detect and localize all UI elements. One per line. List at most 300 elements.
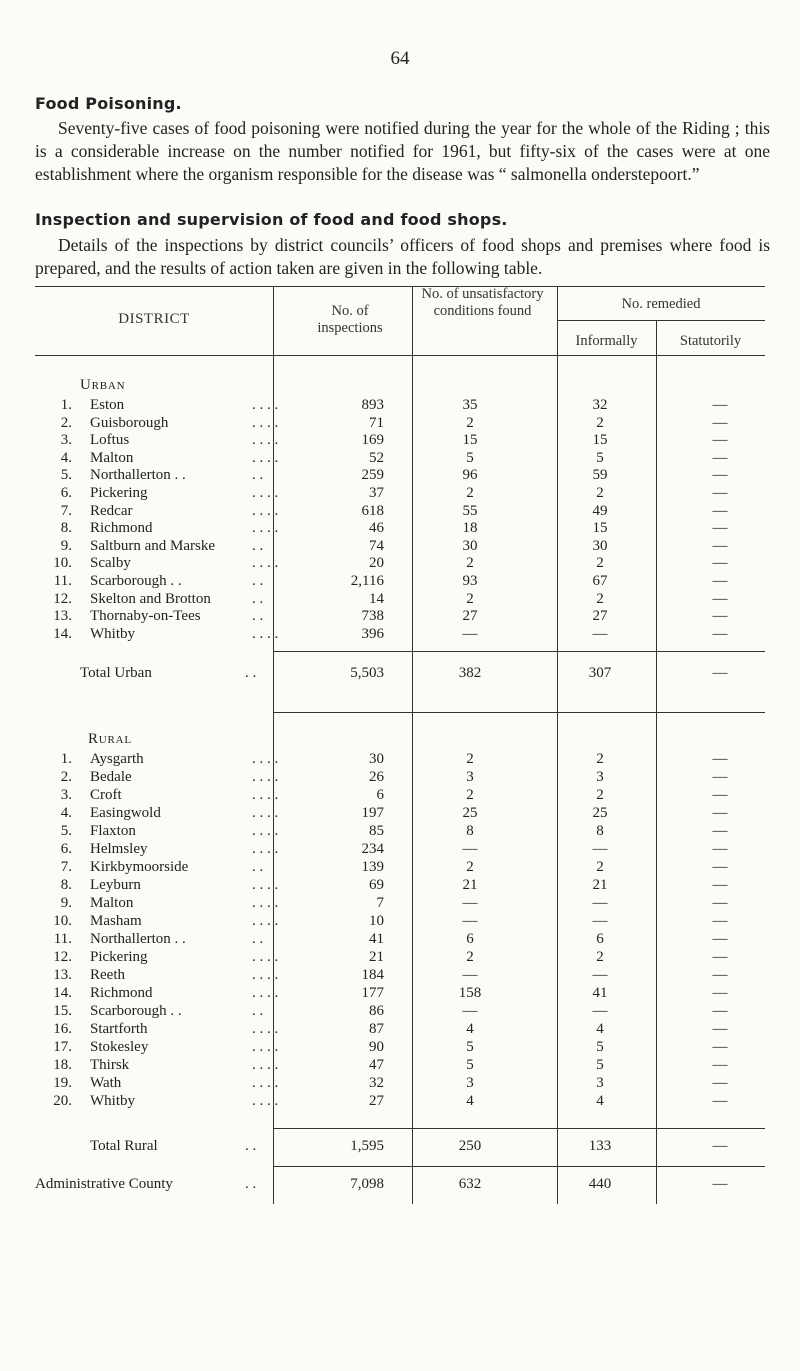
informally-value: 41 xyxy=(592,985,608,1001)
unsatisfactory-value: 93 xyxy=(462,573,478,589)
statutorily-value: — xyxy=(712,625,728,642)
total-inspections: 5,503 xyxy=(350,665,384,681)
informally-value: 27 xyxy=(592,608,608,625)
leader-dots: . . . . xyxy=(252,913,279,929)
informally-value: — xyxy=(592,625,608,642)
statutorily-value: — xyxy=(712,397,728,413)
leader-dots: . . . . xyxy=(252,432,279,449)
district-name: Malton xyxy=(90,449,134,466)
unsatisfactory-value: 3 xyxy=(466,1075,474,1091)
table-row xyxy=(0,1074,800,1093)
table-row xyxy=(0,431,800,450)
statutorily-value: — xyxy=(712,449,728,466)
row-index: 9. xyxy=(60,537,72,554)
leader-dots: . . . . xyxy=(252,397,279,413)
district-name: Richmond xyxy=(90,985,153,1001)
inspections-value: 74 xyxy=(369,537,384,554)
table-row xyxy=(0,519,800,538)
district-name: Croft xyxy=(90,787,122,803)
inspections-value: 71 xyxy=(369,414,384,431)
statutorily-value: — xyxy=(712,859,728,875)
district-name: Scalby xyxy=(90,555,131,572)
statutorily-value: — xyxy=(712,787,728,803)
header-district: DISTRICT xyxy=(118,311,190,327)
rural-total-top-rule xyxy=(273,1128,765,1129)
inspections-value: 169 xyxy=(361,432,384,449)
table-row xyxy=(0,449,800,468)
leader-dots: . . . . xyxy=(252,967,279,983)
row-index: 6. xyxy=(60,841,72,857)
row-index: 18. xyxy=(53,1057,72,1073)
informally-value: 49 xyxy=(592,502,608,519)
district-name: Stokesley xyxy=(90,1039,149,1055)
district-name: Malton xyxy=(90,895,134,911)
unsatisfactory-value: 2 xyxy=(466,414,474,431)
table-row xyxy=(0,1056,800,1075)
leader-dots: . . xyxy=(252,608,264,625)
table-row xyxy=(0,822,800,841)
unsatisfactory-value: 35 xyxy=(462,397,478,413)
informally-value: 59 xyxy=(592,467,608,484)
statutorily-value: — xyxy=(712,751,728,767)
inspections-value: 69 xyxy=(369,877,384,893)
statutorily-value: — xyxy=(712,1021,728,1037)
unsatisfactory-value: 27 xyxy=(462,608,478,625)
table-row xyxy=(0,607,800,626)
informally-value: 2 xyxy=(596,751,604,767)
row-index: 3. xyxy=(60,432,72,449)
statutorily-value: — xyxy=(712,1093,728,1109)
inspections-value: 86 xyxy=(369,1003,384,1019)
unsatisfactory-value: 4 xyxy=(466,1093,474,1109)
table-row xyxy=(0,930,800,949)
leader-dots: . . . . xyxy=(252,1075,279,1091)
unsatisfactory-value: 2 xyxy=(466,787,474,803)
informally-value: 2 xyxy=(596,414,604,431)
district-name: Whitby xyxy=(90,1093,135,1109)
leader-dots: . . . . xyxy=(252,1039,279,1055)
inspections-value: 26 xyxy=(369,769,384,785)
informally-value: 4 xyxy=(596,1021,604,1037)
district-name: Helmsley xyxy=(90,841,148,857)
statutorily-value: — xyxy=(712,1057,728,1073)
leader-dots: . . xyxy=(252,467,264,484)
leader-dots: . . . . xyxy=(252,555,279,572)
table-row xyxy=(0,948,800,967)
inspections-value: 52 xyxy=(369,449,384,466)
unsatisfactory-value: 4 xyxy=(466,1021,474,1037)
leader-dots: . . . . xyxy=(252,502,279,519)
inspections-value: 90 xyxy=(369,1039,384,1055)
district-name: Startforth xyxy=(90,1021,148,1037)
unsatisfactory-value: — xyxy=(462,913,478,929)
inspections-value: 139 xyxy=(361,859,384,875)
urban-total-top-rule xyxy=(273,651,765,652)
statutorily-value: — xyxy=(712,769,728,785)
row-index: 20. xyxy=(53,1093,72,1109)
informally-value: 3 xyxy=(596,769,604,785)
food-poisoning-heading: Food Poisoning. xyxy=(35,94,182,113)
total-dots: . . xyxy=(245,665,257,681)
leader-dots: . . . . xyxy=(252,823,279,839)
unsatisfactory-value: 30 xyxy=(462,537,478,554)
total-inspections: 1,595 xyxy=(350,1138,384,1154)
informally-value: — xyxy=(592,1003,608,1019)
informally-value: 3 xyxy=(596,1075,604,1091)
district-name: Redcar xyxy=(90,502,133,519)
inspections-value: 259 xyxy=(361,467,384,484)
district-name: Wath xyxy=(90,1075,122,1091)
table-row xyxy=(0,876,800,895)
urban-section-label: Urban xyxy=(80,377,126,393)
inspections-value: 37 xyxy=(369,485,384,501)
statutorily-value: — xyxy=(712,414,728,431)
row-index: 7. xyxy=(60,859,72,875)
leader-dots: . . . . xyxy=(252,414,279,431)
district-name: Saltburn and Marske xyxy=(90,537,215,554)
inspections-value: 7 xyxy=(376,895,384,911)
row-index: 14. xyxy=(53,625,72,642)
inspections-value: 21 xyxy=(369,949,384,965)
header-remedied: No. remedied xyxy=(621,296,701,312)
county-label: Administrative County xyxy=(35,1176,173,1192)
informally-value: 2 xyxy=(596,859,604,875)
county-statutorily: — xyxy=(712,1176,728,1192)
statutorily-value: — xyxy=(712,537,728,554)
table-row xyxy=(0,984,800,1003)
row-index: 5. xyxy=(60,467,72,484)
statutorily-value: — xyxy=(712,985,728,1001)
inspections-value: 41 xyxy=(369,931,384,947)
informally-value: 25 xyxy=(592,805,608,821)
table-row xyxy=(0,625,800,644)
inspections-value: 20 xyxy=(369,555,384,572)
unsatisfactory-value: 5 xyxy=(466,1039,474,1055)
district-name: Pickering xyxy=(90,949,148,965)
total-label: Total Urban xyxy=(80,665,152,681)
row-index: 8. xyxy=(60,877,72,893)
table-row xyxy=(0,1038,800,1057)
unsatisfactory-value: 158 xyxy=(458,985,482,1001)
row-index: 7. xyxy=(60,502,72,519)
district-name: Pickering xyxy=(90,485,148,501)
unsatisfactory-value: 15 xyxy=(462,432,478,449)
total-label: Total Rural xyxy=(90,1138,158,1154)
table-row xyxy=(0,858,800,877)
table-row xyxy=(0,804,800,823)
informally-value: 5 xyxy=(596,1039,604,1055)
leader-dots: . . . . xyxy=(252,769,279,785)
row-index: 13. xyxy=(53,608,72,625)
district-name: Skelton and Brotton xyxy=(90,590,211,607)
unsatisfactory-value: 2 xyxy=(466,590,474,607)
rural-section-label: Rural xyxy=(88,731,132,747)
unsatisfactory-value: 5 xyxy=(466,449,474,466)
district-name: Flaxton xyxy=(90,823,136,839)
district-name: Aysgarth xyxy=(90,751,144,767)
leader-dots: . . . . xyxy=(252,449,279,466)
table-row xyxy=(0,966,800,985)
inspections-value: 177 xyxy=(361,985,384,1001)
unsatisfactory-value: 2 xyxy=(466,485,474,501)
district-name: Bedale xyxy=(90,769,132,785)
inspections-value: 197 xyxy=(361,805,384,821)
inspections-value: 10 xyxy=(369,913,384,929)
district-name: Whitby xyxy=(90,625,135,642)
inspections-value: 184 xyxy=(361,967,384,983)
row-index: 1. xyxy=(60,751,72,767)
leader-dots: . . xyxy=(252,590,264,607)
table-row xyxy=(0,1092,800,1111)
table-row xyxy=(0,750,800,769)
statutorily-value: — xyxy=(712,590,728,607)
informally-value: 5 xyxy=(596,1057,604,1073)
unsatisfactory-value: — xyxy=(462,625,478,642)
table-row xyxy=(0,554,800,573)
header-informally: Informally xyxy=(575,333,638,349)
inspections-value: 396 xyxy=(361,625,384,642)
statutorily-value: — xyxy=(712,823,728,839)
county-inspections: 7,098 xyxy=(350,1176,384,1192)
row-index: 3. xyxy=(60,787,72,803)
county-informally: 440 xyxy=(588,1176,612,1192)
inspection-paragraph: Details of the inspections by district councils’ officers of food shops and premises where food is prepared, and the results of action taken are given in the following table. xyxy=(35,235,770,278)
table-row xyxy=(0,786,800,805)
row-index: 8. xyxy=(60,520,72,537)
district-name: Northallerton . . xyxy=(90,467,186,484)
row-index: 2. xyxy=(60,414,72,431)
leader-dots: . . . . xyxy=(252,1093,279,1109)
page-number: 64 xyxy=(390,48,410,69)
statutorily-value: — xyxy=(712,467,728,484)
row-index: 12. xyxy=(53,590,72,607)
row-index: 16. xyxy=(53,1021,72,1037)
informally-value: 30 xyxy=(592,537,608,554)
unsatisfactory-value: 55 xyxy=(462,502,478,519)
row-index: 4. xyxy=(60,805,72,821)
table-row xyxy=(0,466,800,485)
unsatisfactory-value: — xyxy=(462,1003,478,1019)
district-name: Scarborough . . xyxy=(90,1003,182,1019)
inspections-value: 738 xyxy=(361,608,384,625)
row-index: 1. xyxy=(60,397,72,413)
inspections-value: 85 xyxy=(369,823,384,839)
statutorily-value: — xyxy=(712,520,728,537)
administrative-county-row xyxy=(0,1175,800,1194)
unsatisfactory-value: 96 xyxy=(462,467,478,484)
row-index: 15. xyxy=(53,1003,72,1019)
row-index: 19. xyxy=(53,1075,72,1091)
district-name: Eston xyxy=(90,397,125,413)
leader-dots: . . xyxy=(252,573,264,589)
row-index: 12. xyxy=(53,949,72,965)
table-row xyxy=(0,484,800,503)
unsatisfactory-value: 2 xyxy=(466,859,474,875)
statutorily-value: — xyxy=(712,502,728,519)
district-name: Richmond xyxy=(90,520,153,537)
table-row xyxy=(0,1020,800,1039)
county-unsatisfactory: 632 xyxy=(458,1176,482,1192)
unsatisfactory-value: 2 xyxy=(466,949,474,965)
informally-value: 32 xyxy=(592,397,608,413)
inspections-value: 14 xyxy=(369,590,384,607)
informally-value: 4 xyxy=(596,1093,604,1109)
unsatisfactory-value: 6 xyxy=(466,931,474,947)
informally-value: 5 xyxy=(596,449,604,466)
row-index: 17. xyxy=(53,1039,72,1055)
informally-value: — xyxy=(592,913,608,929)
unsatisfactory-value: 2 xyxy=(466,751,474,767)
row-index: 10. xyxy=(53,555,72,572)
statutorily-value: — xyxy=(712,555,728,572)
total-rural-row xyxy=(0,1137,800,1156)
informally-value: 2 xyxy=(596,555,604,572)
inspections-value: 30 xyxy=(369,751,384,767)
table-row xyxy=(0,414,800,433)
inspections-value: 2,116 xyxy=(350,573,384,589)
table-row xyxy=(0,840,800,859)
rural-total-bottom-rule xyxy=(273,1166,765,1167)
district-name: Easingwold xyxy=(90,805,161,821)
statutorily-value: — xyxy=(712,1039,728,1055)
header-unsatisfactory: No. of unsatisfactory conditions found xyxy=(421,286,544,319)
unsatisfactory-value: 3 xyxy=(466,769,474,785)
row-index: 11. xyxy=(53,931,72,947)
leader-dots: . . . . xyxy=(252,805,279,821)
unsatisfactory-value: — xyxy=(462,967,478,983)
inspections-value: 32 xyxy=(369,1075,384,1091)
district-name: Kirkbymoorside xyxy=(90,859,189,875)
total-informally: 307 xyxy=(588,665,612,681)
inspections-value: 87 xyxy=(369,1021,384,1037)
row-index: 9. xyxy=(60,895,72,911)
informally-value: 15 xyxy=(592,520,608,537)
inspections-value: 893 xyxy=(361,397,384,413)
informally-value: 2 xyxy=(596,949,604,965)
informally-value: 2 xyxy=(596,485,604,501)
row-index: 6. xyxy=(60,485,72,501)
row-index: 4. xyxy=(60,449,72,466)
header-statutorily: Statutorily xyxy=(679,333,742,349)
unsatisfactory-value: — xyxy=(462,841,478,857)
leader-dots: . . . . xyxy=(252,985,279,1001)
leader-dots: . . . . xyxy=(252,841,279,857)
table-row xyxy=(0,537,800,556)
district-name: Loftus xyxy=(90,432,130,449)
table-row xyxy=(0,912,800,931)
leader-dots: . . . . xyxy=(252,895,279,911)
informally-value: 15 xyxy=(592,432,608,449)
table-row xyxy=(0,590,800,609)
informally-value: — xyxy=(592,841,608,857)
row-index: 11. xyxy=(53,573,72,589)
informally-value: 6 xyxy=(596,931,604,947)
leader-dots: . . xyxy=(252,931,264,947)
leader-dots: . . . . xyxy=(252,877,279,893)
table-top-rule xyxy=(35,286,765,287)
statutorily-value: — xyxy=(712,432,728,449)
statutorily-value: — xyxy=(712,877,728,893)
leader-dots: . . . . xyxy=(252,751,279,767)
inspections-value: 27 xyxy=(369,1093,384,1109)
total-statutorily: — xyxy=(712,1138,728,1154)
unsatisfactory-value: — xyxy=(462,895,478,911)
leader-dots: . . . . xyxy=(252,485,279,501)
statutorily-value: — xyxy=(712,967,728,983)
informally-value: 67 xyxy=(592,573,608,589)
unsatisfactory-value: 18 xyxy=(462,520,478,537)
header-inspections: No. of inspections xyxy=(317,303,383,336)
statutorily-value: — xyxy=(712,895,728,911)
unsatisfactory-value: 5 xyxy=(466,1057,474,1073)
statutorily-value: — xyxy=(712,913,728,929)
inspections-value: 234 xyxy=(361,841,384,857)
inspections-value: 6 xyxy=(376,787,384,803)
table-row xyxy=(0,396,800,415)
table-row xyxy=(0,894,800,913)
leader-dots: . . . . xyxy=(252,625,279,642)
table-row xyxy=(0,502,800,521)
informally-value: 2 xyxy=(596,787,604,803)
remedied-sub-rule xyxy=(557,320,765,321)
leader-dots: . . . . xyxy=(252,520,279,537)
leader-dots: . . . . xyxy=(252,1057,279,1073)
county-dots: . . xyxy=(245,1176,257,1192)
statutorily-value: — xyxy=(712,608,728,625)
statutorily-value: — xyxy=(712,949,728,965)
inspection-heading: Inspection and supervision of food and food shops. xyxy=(35,210,508,229)
district-name: Thirsk xyxy=(90,1057,130,1073)
row-index: 5. xyxy=(60,823,72,839)
total-unsatisfactory: 382 xyxy=(458,665,482,681)
unsatisfactory-value: 8 xyxy=(466,823,474,839)
row-index: 13. xyxy=(53,967,72,983)
total-statutorily: — xyxy=(712,665,728,681)
inspections-value: 46 xyxy=(369,520,384,537)
statutorily-value: — xyxy=(712,841,728,857)
informally-value: — xyxy=(592,967,608,983)
table-row xyxy=(0,1002,800,1021)
row-index: 10. xyxy=(53,913,72,929)
leader-dots: . . . . xyxy=(252,949,279,965)
statutorily-value: — xyxy=(712,805,728,821)
informally-value: — xyxy=(592,895,608,911)
informally-value: 2 xyxy=(596,590,604,607)
inspections-value: 618 xyxy=(361,502,384,519)
inspections-value: 47 xyxy=(369,1057,384,1073)
row-index: 14. xyxy=(53,985,72,1001)
unsatisfactory-value: 2 xyxy=(466,555,474,572)
total-urban-row xyxy=(0,664,800,683)
total-dots: . . xyxy=(245,1138,257,1154)
leader-dots: . . xyxy=(252,537,264,554)
informally-value: 8 xyxy=(596,823,604,839)
table-row xyxy=(0,572,800,591)
leader-dots: . . . . xyxy=(252,787,279,803)
statutorily-value: — xyxy=(712,485,728,501)
district-name: Thornaby-on-Tees xyxy=(90,608,201,625)
table-row xyxy=(0,768,800,787)
leader-dots: . . . . xyxy=(252,1021,279,1037)
informally-value: 21 xyxy=(592,877,608,893)
statutorily-value: — xyxy=(712,1003,728,1019)
urban-total-bottom-rule xyxy=(273,712,765,713)
district-name: Reeth xyxy=(90,967,125,983)
district-name: Masham xyxy=(90,913,142,929)
district-name: Northallerton . . xyxy=(90,931,186,947)
statutorily-value: — xyxy=(712,931,728,947)
row-index: 2. xyxy=(60,769,72,785)
